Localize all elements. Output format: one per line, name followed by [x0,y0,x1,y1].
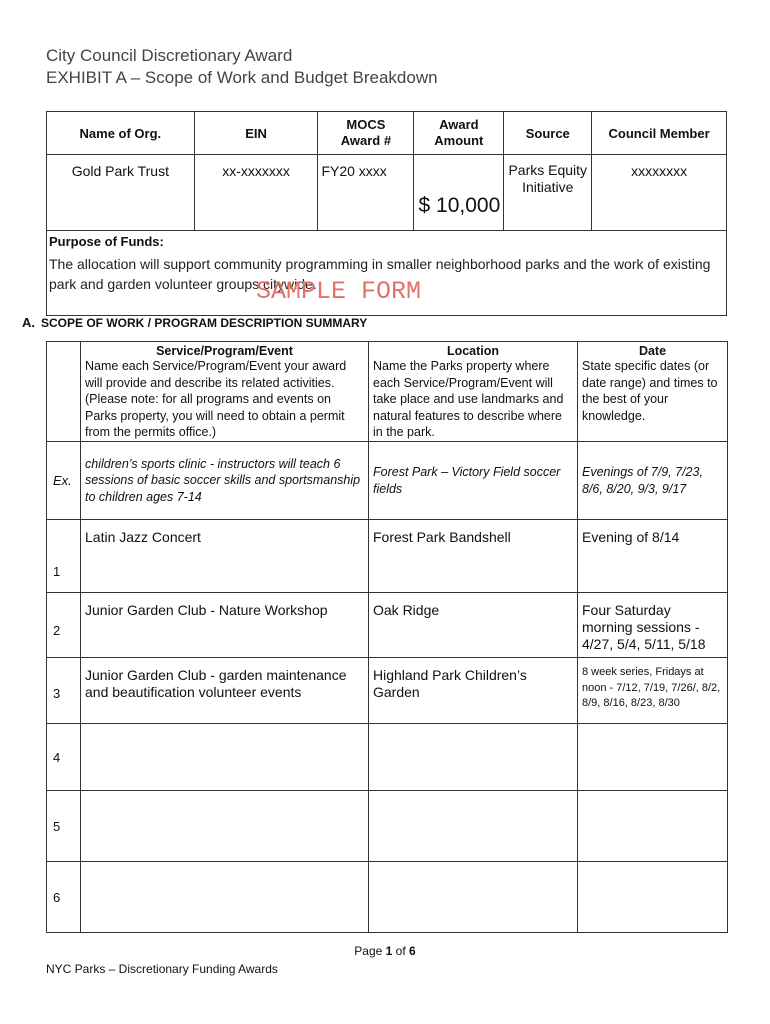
section-a-heading [22,315,367,330]
example-location: Forest Park – Victory Field soccer fields [369,442,578,520]
scope-row-2 [47,593,728,658]
example-row [47,442,728,520]
scope-of-work-table [46,341,728,933]
row-date: Four Saturday morning sessions - 4/27, 5/4, 5/11, 5/18 [578,593,728,658]
header-num-cell [47,342,81,442]
sample-form-watermark: SAMPLE FORM [256,277,422,306]
service-column-desc: Name each Service/Program/Event your award will provide and describe its related activities. (Please note: for all programs and events on Parks property, you will need to obtain a permit from the permits office.) [85,359,347,439]
row-service: Junior Garden Club - garden maintenance and beautification volunteer events [81,658,369,724]
header-ein: EIN [194,112,318,155]
row-date: 8 week series, Fridays at noon - 7/12, 7/19, 7/26/, 8/2, 8/9, 8/16, 8/23, 8/30 [578,658,728,724]
ein-value: xx-xxxxxxx [194,155,318,231]
header-council-member: Council Member [592,112,727,155]
row-num: 1 [47,520,81,593]
section-letter: A. [22,315,35,330]
header-mocs-award: MOCS Award # [318,112,414,155]
example-service: children’s sports clinic - instructors will teach 6 sessions of basic soccer skills and sportsmanship to children ages 7-14 [81,442,369,520]
total-pages: 6 [409,944,416,958]
row-num: 2 [47,593,81,658]
document-footer: NYC Parks – Discretionary Funding Awards [46,962,278,976]
page-number: Page 1 of 6 [354,944,416,958]
current-page: 1 [385,944,393,958]
row-date[interactable] [578,724,728,791]
row-location[interactable] [369,724,578,791]
purpose-label: Purpose of Funds: [49,234,164,249]
date-column-title: Date [638,344,667,358]
header-date-cell [578,342,728,442]
row-service[interactable] [81,791,369,862]
scope-row-3 [47,658,728,724]
row-date: Evening of 8/14 [578,520,728,593]
example-date: Evenings of 7/9, 7/23, 8/6, 8/20, 9/3, 9/17 [578,442,728,520]
row-location: Forest Park Bandshell [369,520,578,593]
location-column-desc: Name the Parks property where each Service/Program/Event will take place and use landmarks and natural features to describe where in the park. [373,359,564,439]
purpose-text: The allocation will support community programming in smaller neighborhood parks and the work of existing park and garden volunteer groups citywide. [49,256,711,292]
scope-row-1 [47,520,728,593]
section-title: SCOPE OF WORK / PROGRAM DESCRIPTION SUMMARY [41,316,368,330]
row-date[interactable] [578,791,728,862]
org-name: Gold Park Trust [47,155,195,231]
example-num: Ex. [47,442,81,520]
header-source: Source [504,112,592,155]
header-award-amount: Award Amount [414,112,504,155]
source-value: Parks Equity Initiative [504,155,592,231]
row-location: Highland Park Children’s Garden [369,658,578,724]
header-location-cell [369,342,578,442]
row-location[interactable] [369,791,578,862]
award-amount-value: $ 10,000 [414,155,504,231]
row-service[interactable] [81,724,369,791]
scope-row-4 [47,724,728,791]
row-location: Oak Ridge [369,593,578,658]
service-column-title: Service/Program/Event [156,344,293,358]
location-column-title: Location [446,344,500,358]
scope-row-6 [47,862,728,933]
row-location[interactable] [369,862,578,933]
award-header-row [47,112,727,155]
council-member-value: xxxxxxxx [592,155,727,231]
row-service: Latin Jazz Concert [81,520,369,593]
row-date[interactable] [578,862,728,933]
date-column-desc: State specific dates (or date range) and times to the best of your knowledge. [582,359,718,423]
scope-row-5 [47,791,728,862]
row-num: 4 [47,724,81,791]
document-title: City Council Discretionary Award [46,46,293,65]
header-name-of-org: Name of Org. [47,112,195,155]
award-data-row [47,155,727,231]
row-service: Junior Garden Club - Nature Workshop [81,593,369,658]
scope-header-row [47,342,728,442]
mocs-award-value: FY20 xxxx [318,155,414,231]
row-num: 3 [47,658,81,724]
row-num: 6 [47,862,81,933]
row-service[interactable] [81,862,369,933]
document-subtitle: EXHIBIT A – Scope of Work and Budget Breakdown [46,68,438,87]
row-num: 5 [47,791,81,862]
header-service-cell [81,342,369,442]
